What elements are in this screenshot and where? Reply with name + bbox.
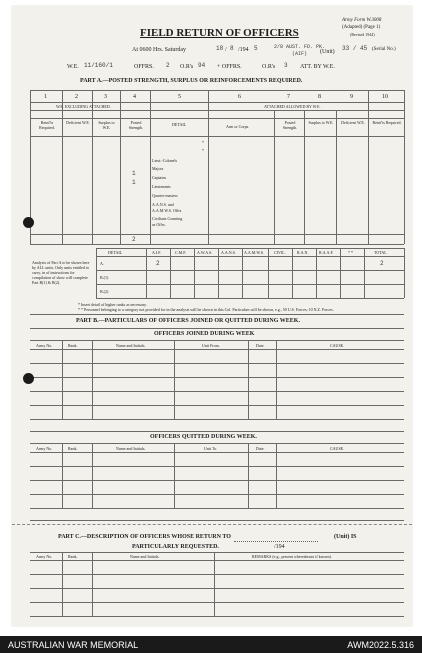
plus-offrs-label: + OFFRS. [217,64,242,70]
footnote-2: * * Personnel belonging to a category not provided for in the analysis will be shown in this Col. Particulars will be shown, e.g., 50 U.S. Forces; 10 N.Z. Forces. [78,307,334,312]
ors-typed: 94 [198,62,206,69]
att-typed: 3 [284,62,288,69]
analysis-col: A.I.F. [152,250,162,255]
rank-label: A.A.M.W.S. Offrs [152,208,182,213]
col-number: 1 [44,94,47,100]
col-number: 2 [75,94,78,100]
ors2-label: O.R's [262,64,276,70]
rank-label: A.A.N.S. and [152,202,174,207]
col-number: 3 [104,94,107,100]
col-number: 4 [133,94,136,100]
subhead-arm: Arm or Corps. [226,124,250,129]
unit-label: (Unit) [320,49,335,55]
document-sheet: Army Form W.3008 (Adapted) (Page 1) (Revised 1944) FIELD RETURN OF OFFICERS At 0600 Hrs. Saturday 18 / 8 /194 5 2/8 AUST. FD. PK. (AIF) (Unit) 33 / 45 (Serial No.) W.E. 11/160/1 OFFRS. 2 O.R's 94 + OFFRS. O.R's 3 ATT. BY W.E. PART A.—POSTED STRENGTH, SURPLUS OR REINFORCEMENTS REQUIRED. 1 2 3 4 5 6 7 8 9 10 W.E. EXCLUDING ATTACHED. ATTACHED ALLOWED BY W.E. DETAIL Reinf'ts Required. Deficient W.E. Surplus to W.E. Posted Strength. Arm or Corps. Posted Strength. Surplus to W.E. Deficient W.E. Reinf'ts Required. * * Lieut.-Colonels Majors Captains Lieutenants Quarter-masters A.A.N.S. and A.A.M.W.S. Offrs Civilians Counting as Offrs. 1 1 2 DETAIL A.I.F. C.M.F. A.W.A.S. A.A.N.S. A.A.M.W.S. CIVIL. R.A.N. R.A.A.F. * * TOTAL A. B.(1) B.(2) 2 2 Analysis of Part A to be shown here by ALL units. Only units entitled to carry, in of instructions for compilation of show will complete Part B(1) & B(2). * Insert detail of higher ranks as necessary. * * Personnel belonging to a category not provided for in the analysis will be shown in this Col. Particulars will be shown, e.g., 50 U.S. Forces; 10 N.Z. Forces. PART B.—PARTICULARS OF OFFICERS JOINED OR QUITTED DURING WEEK. OFFICERS JOINED DURING WEEK Army No. Rank. Name and Initials. Unit From. Date. CAUSE. OFFICERS QUITTED DURING WEEK. Army No. Rank. Name and Initials. Unit To. Date. CAUSE. PART C.—DESCRIPTION OF OFFICERS WHOSE RETURN TO (Unit) IS PARTICULARLY REQUESTED. /194 Army No. Rank. Name and Initials. REMARKS (e.g., present whereabouts if known). [12,6,412,626]
form-reference: Army Form W.3008 [342,18,382,23]
joined-col: Date. [256,343,265,348]
footer-right: AWM2022.5.316 [347,640,414,650]
year-digit: 5 [254,45,258,52]
analysis-col: A.A.M.W.S. [244,250,264,255]
col-number: 5 [178,94,181,100]
analysis-col: C.M.F. [175,250,187,255]
joined-col: Unit From. [202,343,220,348]
serial-typed: 33 / 45 [342,45,368,52]
rank-label: Lieut.-Colonels [152,158,177,163]
form-revised: (Revised 1944) [350,32,375,37]
joined-col: Army No. [36,343,53,348]
subhead-posted-r: Posted Strength. [282,120,298,130]
quitted-title: OFFICERS QUITTED DURING WEEK. [150,434,257,440]
offrs-label: OFFRS. [134,64,154,70]
form-adapted: (Adapted) (Page 1) [342,25,381,30]
analysis-col: A.A.N.S. [221,250,236,255]
subhead-surplus-r: Surplus to W.E. [308,120,334,125]
time-prefix: At 0600 Hrs. Saturday [132,47,186,53]
subhead-surplus: Surplus to W.E. [98,120,115,130]
analysis-aif-a: 2 [156,260,160,267]
analysis-col: R.A.A.F. [319,250,334,255]
subhead-reinf: Reinf'ts Required. [39,120,55,130]
analysis-row: B.(2) [100,289,109,294]
date-month: 8 [230,45,234,52]
we-typed: 11/160/1 [84,62,113,69]
col-number: 9 [350,94,353,100]
we-label: W.E. [67,64,79,70]
year-prefix: /194 [238,47,249,53]
punch-hole [23,373,34,384]
footer-bar [0,636,422,653]
part-b-title: PART B.—PARTICULARS OF OFFICERS JOINED OR QUITTED DURING WEEK. [76,318,300,324]
serial-label: (Serial No.) [372,47,396,52]
footer-left: AUSTRALIAN WAR MEMORIAL [8,640,139,650]
subhead-deficient: Deficient W.E. [66,120,90,125]
date-day: 18 [216,45,224,52]
col-number: 10 [382,94,388,100]
col-number: 7 [287,94,290,100]
analysis-col: DETAIL [108,250,123,255]
part-c-title: PART C.—DESCRIPTION OF OFFICERS WHOSE RETURN TO [58,534,231,540]
we-excluding-header: W.E. EXCLUDING ATTACHED. [56,104,111,109]
joined-col: CAUSE. [330,343,345,348]
subhead-deficient-r: Deficient W.E. [341,120,365,125]
rank-label: as Offrs. [152,222,166,227]
joined-col: Name and Initials. [116,343,146,348]
rank-label: Majors [152,166,164,171]
analysis-note: Analysis of Part A to be shown here by ALL units. Only units entitled to carry, in of instructions for compilation of show will complete Part B(1) & B(2). [32,260,90,285]
part-c-requested: PARTICULARLY REQUESTED. [132,544,219,550]
part-c-col: Name and Initials. [130,554,160,559]
rank-label: Lieutenants [152,184,171,189]
quitted-col: Name and Initials. [116,446,146,451]
offrs-typed: 2 [166,62,170,69]
quitted-col: Unit To. [204,446,218,451]
lieutenants-posted: 1 [132,179,136,186]
joined-title: OFFICERS JOINED DURING WEEK [154,331,255,337]
col-number: 8 [318,94,321,100]
analysis-row: A. [100,261,104,266]
attached-allowed-header: ATTACHED ALLOWED BY W.E. [264,104,321,109]
unit-typed: 2/8 AUST. FD. PK. [274,44,326,50]
ors-label: O.R's [180,64,194,70]
analysis-col: TOTAL [374,250,387,255]
analysis-col: CIVIL. [274,250,286,255]
part-c-unit-is: (Unit) IS [334,534,357,540]
part-c-col: Army No. [36,554,53,559]
part-c-col: REMARKS (e.g., present whereabouts if known). [252,554,332,559]
form-title: FIELD RETURN OF OFFICERS [140,27,299,39]
analysis-total-a: 2 [380,260,384,267]
quitted-col: Army No. [36,446,53,451]
att-label: ATT. BY W.E. [300,64,335,70]
joined-col: Rank. [68,343,78,348]
quitted-col: Date. [256,446,265,451]
part-c-year: /194 [274,544,285,550]
analysis-col: A.W.A.S. [197,250,213,255]
captains-posted: 1 [132,170,136,177]
subhead-posted: Posted Strength. [128,120,144,130]
footnote-1: * Insert detail of higher ranks as necessary. [78,302,147,307]
quitted-col: CAUSE. [330,446,345,451]
analysis-col: R.A.N. [297,250,309,255]
part-c-col: Rank. [68,554,78,559]
analysis-col: * * [348,250,353,255]
rank-label: Civilians Counting [152,216,183,221]
unit-typed-sub: (AIF) [292,51,308,57]
posted-total: 2 [132,236,136,243]
rank-label: Captains [152,175,166,180]
part-a-title: PART A.—POSTED STRENGTH, SURPLUS OR REINFORCEMENTS REQUIRED. [80,78,303,84]
col-number: 6 [238,94,241,100]
analysis-row: B.(1) [100,275,109,280]
rank-label: Quarter-masters [152,193,178,198]
punch-hole [23,217,34,228]
quitted-col: Rank. [68,446,78,451]
detail-header: DETAIL [172,122,187,127]
subhead-reinf-r: Reinf'ts Required. [372,120,402,125]
